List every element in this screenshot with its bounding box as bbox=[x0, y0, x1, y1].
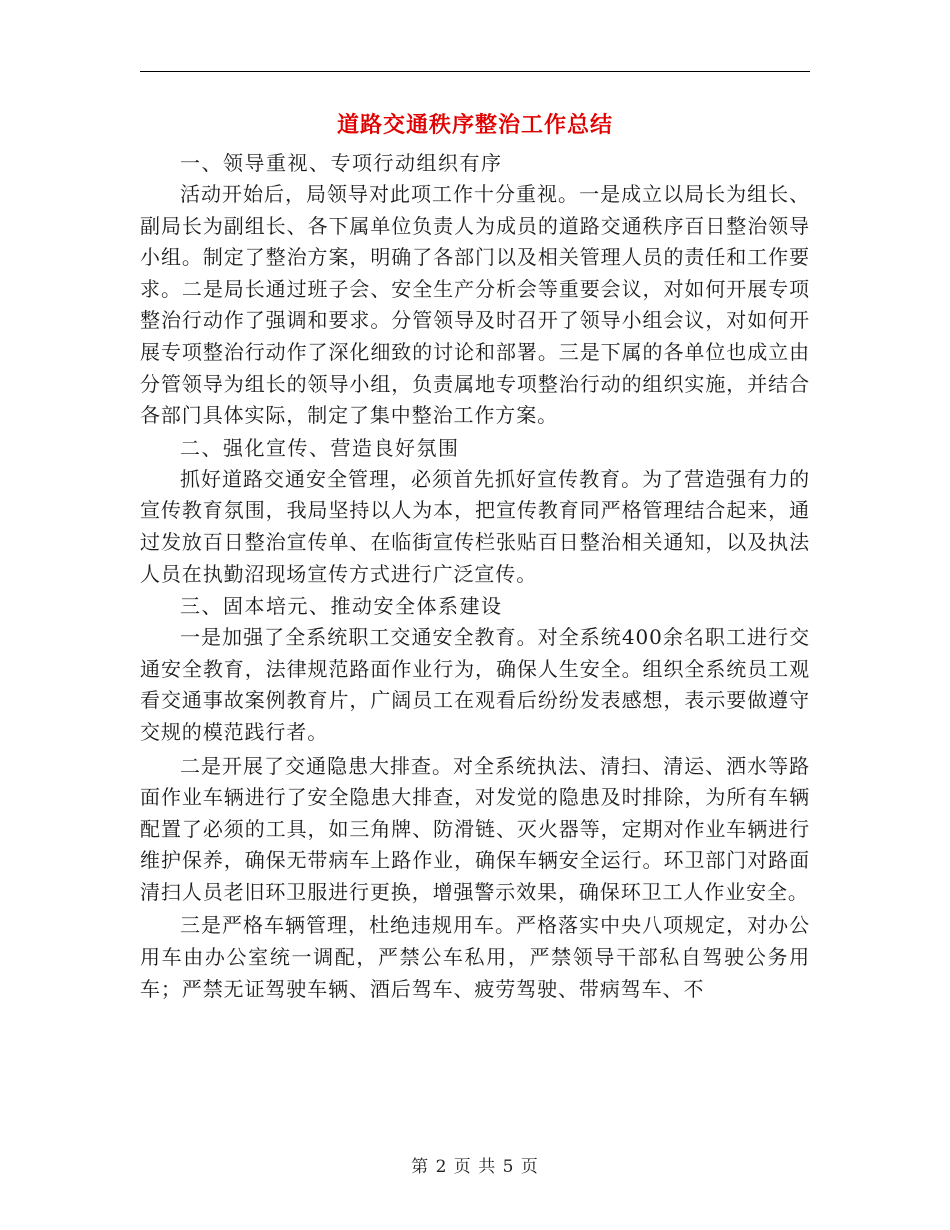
header-rule bbox=[140, 71, 810, 72]
page-number-footer: 第 2 页 共 5 页 bbox=[411, 1157, 539, 1177]
document-title: 道路交通秩序整治工作总结 bbox=[336, 112, 613, 138]
section-heading-3: 三、固本培元、推动安全体系建设 bbox=[180, 594, 503, 619]
document-body bbox=[140, 147, 810, 1005]
section-2-paragraph-1: 抓好道路交通安全管理，必须首先抓好宣传教育。为了营造强有力的宣传教育氛围，我局坚持以人为本，把宣传教育同严格管理结合起来，通过发放百日整治宣传单、在临街宣传栏张贴百日整治相关通知，以及执法人员在执勤沼现场宣传方式进行广泛宣传。 bbox=[140, 466, 810, 586]
section-heading-2: 二、强化宣传、营造良好氛围 bbox=[180, 435, 460, 460]
section-1-paragraph-1: 活动开始后，局领导对此项工作十分重视。一是成立以局长为组长、副局长为副组长、各下属单位负责人为成员的道路交通秩序百日整治领导小组。制定了整治方案，明确了各部门以及相关管理人员的责任和工作要求。二是局长通过班子会、安全生产分析会等重要会议，对如何开展专项整治行动作了强调和要求。分管领导及时召开了领导小组会议，对如何开展专项整治行动作了深化细致的讨论和部署。三是下属的各单位也成立由分管领导为组长的领导小组，负责属地专项整治行动的组织实施，并结合各部门具体实际，制定了集中整治工作方案。 bbox=[140, 182, 810, 428]
section-3-paragraph-1: 一是加强了全系统职工交通安全教育。对全系统400余名职工进行交通安全教育，法律规范路面作业行为，确保人生安全。组织全系统员工观看交通事故案例教育片，广阔员工在观看后纷纷发表感想，表示要做遵守交规的模范践行者。 bbox=[140, 625, 810, 744]
section-3-paragraph-2: 二是开展了交通隐患大排查。对全系统执法、清扫、清运、洒水等路面作业车辆进行了安全隐患大排查，对发觉的隐患及时排除，为所有车辆配置了必须的工具，如三角牌、防滑链、灭火器等，定期对作业车辆进行维护保养，确保无带病车上路作业，确保车辆安全运行。环卫部门对路面清扫人员老旧环卫服进行更换，增强警示效果，确保环卫工人作业安全。 bbox=[140, 753, 810, 904]
section-3-paragraph-3: 三是严格车辆管理，杜绝违规用车。严格落实中央八项规定，对办公用车由办公室统一调配，严禁公车私用，严禁领导干部私自驾驶公务用车；严禁无证驾驶车辆、酒后驾车、疲劳驾驶、带病驾车、不 bbox=[140, 913, 810, 1001]
section-heading-1: 一、领导重视、专项行动组织有序 bbox=[180, 151, 503, 175]
